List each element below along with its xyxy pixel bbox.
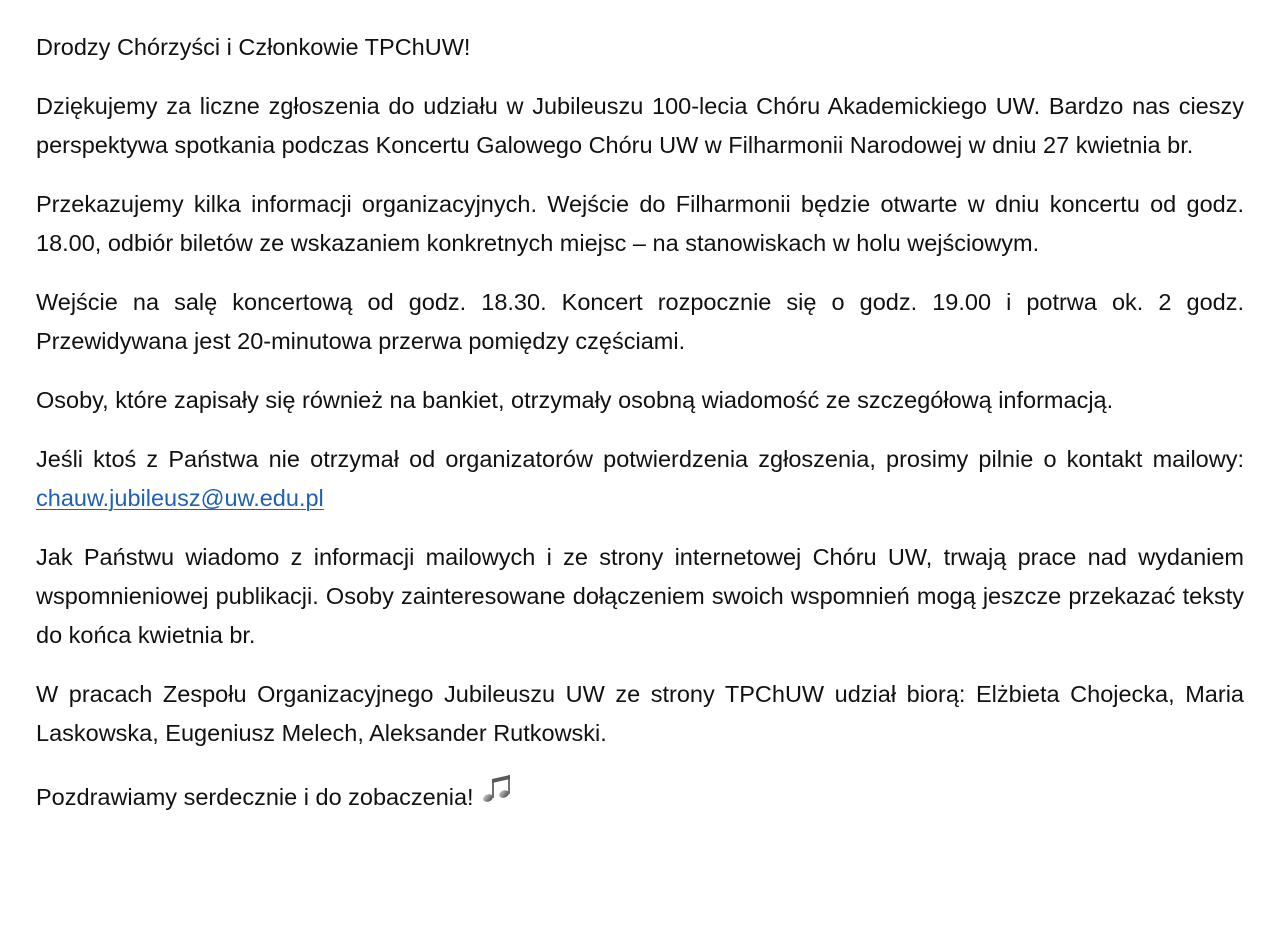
- paragraph-team: W pracach Zespołu Organizacyjnego Jubileuszu UW ze strony TPChUW udział biorą: Elżbieta Chojecka, Maria Laskowska, Eugeniusz Melech, Aleksander Rutkowski.: [36, 681, 1244, 746]
- paragraph-organization: Przekazujemy kilka informacji organizacyjnych. Wejście do Filharmonii będzie otwarte w dniu koncertu od godz. 18.00, odbiór biletów ze wskazaniem konkretnych miejsc – na stanowiskach w holu wejściowym.: [36, 191, 1244, 256]
- contact-email-link[interactable]: chauw.jubileusz@uw.edu.pl: [36, 485, 324, 511]
- paragraph-contact: [36, 440, 1244, 518]
- closing-line: [36, 773, 1244, 817]
- letter-body: [36, 28, 1244, 817]
- paragraph-publication: Jak Państwu wiadomo z informacji mailowych i ze strony internetowej Chóru UW, trwają prace nad wydaniem wspomnieniowej publikacji. Osoby zainteresowane dołączeniem swoich wspomnień mogą jeszcze przekazać teksty do końca kwietnia br.: [36, 544, 1244, 648]
- closing-text: Pozdrawiamy serdecznie i do zobaczenia!: [36, 784, 474, 810]
- paragraph-thanks: Dziękujemy za liczne zgłoszenia do udziału w Jubileuszu 100-lecia Chóru Akademickiego UW. Bardzo nas cieszy perspektywa spotkania podczas Koncertu Galowego Chóru UW w Filharmonii Narodowej w dniu 27 kwietnia br.: [36, 93, 1244, 158]
- music-notes-icon: [480, 773, 516, 807]
- greeting: Drodzy Chórzyści i Członkowie TPChUW!: [36, 34, 471, 60]
- paragraph-concert-hall: Wejście na salę koncertową od godz. 18.30. Koncert rozpocznie się o godz. 19.00 i potrwa ok. 2 godz. Przewidywana jest 20-minutowa przerwa pomiędzy częściami.: [36, 289, 1244, 354]
- contact-text: Jeśli ktoś z Państwa nie otrzymał od organizatorów potwierdzenia zgłoszenia, prosimy pilnie o kontakt mailowy:: [36, 446, 1244, 472]
- paragraph-banquet: Osoby, które zapisały się również na bankiet, otrzymały osobną wiadomość ze szczegółową informacją.: [36, 387, 1114, 413]
